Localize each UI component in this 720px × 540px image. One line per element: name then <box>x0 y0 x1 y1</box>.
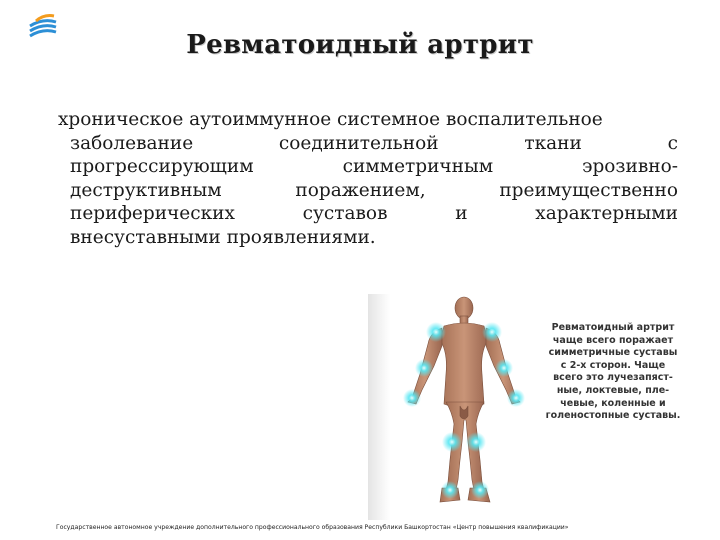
definition-word: характерными <box>535 203 678 224</box>
figure-caption <box>543 322 683 423</box>
definition-word: деструктивным <box>70 179 222 201</box>
definition-line-1 <box>58 108 678 132</box>
body-silhouette <box>408 297 520 502</box>
definition-line-5 <box>58 202 678 226</box>
definition-word: поражением, <box>295 179 426 201</box>
definition-word: преимущественно <box>499 179 678 201</box>
knee-joint-right <box>466 432 486 452</box>
definition-word: с <box>667 132 678 154</box>
elbow-joint-right <box>495 359 513 377</box>
slide-title: Ревматоидный артрит <box>186 30 534 60</box>
knee-joint-left <box>442 432 462 452</box>
definition-word: соединительной <box>278 132 439 154</box>
definition-word: внесуставными проявлениями. <box>70 226 376 248</box>
wrist-joint-right <box>507 389 525 407</box>
definition-word: ткани <box>524 132 582 154</box>
caption-line: с 2-х сторон. Чаще <box>560 359 666 371</box>
caption-line: чевые, коленные и <box>560 397 666 409</box>
shoulder-joint-right <box>482 322 502 342</box>
wrist-joint-left <box>403 389 421 407</box>
joint-diagram-figure <box>368 294 690 520</box>
definition-word: эрозивно- <box>582 156 678 177</box>
definition-word: прогрессирующим <box>70 156 254 177</box>
elbow-joint-left <box>415 359 433 377</box>
definition-word: симметричным <box>342 156 494 177</box>
definition-word: заболевание <box>70 132 194 154</box>
caption-line: голеностопные суставы. <box>545 410 681 422</box>
definition-paragraph <box>58 108 678 249</box>
caption-line: всего это лучезапяст- <box>553 372 673 384</box>
shoulder-joint-left <box>426 322 446 342</box>
human-body-illustration <box>368 294 548 520</box>
caption-line: Ревматоидный артрит <box>551 322 675 333</box>
caption-line: ные, локтевые, пле- <box>556 384 670 396</box>
caption-line: чаще всего поражает <box>552 334 674 346</box>
footer-institution: Государственное автономное учреждение дополнительного профессионального образования Республики Башкортостан «Центр повышения квалификации» <box>56 524 569 531</box>
definition-word: периферических <box>70 203 235 224</box>
definition-word: и <box>455 203 468 224</box>
definition-line-4 <box>58 179 678 203</box>
caption-line: симметричные суставы <box>548 347 678 359</box>
definition-line-2 <box>58 132 678 156</box>
definition-line-6 <box>58 226 678 250</box>
definition-word: суставов <box>302 203 388 224</box>
definition-word: хроническое аутоиммунное системное воспалительное <box>58 109 603 130</box>
definition-line-3 <box>58 155 678 179</box>
ankle-joint-right <box>471 481 489 499</box>
ankle-joint-left <box>441 481 459 499</box>
